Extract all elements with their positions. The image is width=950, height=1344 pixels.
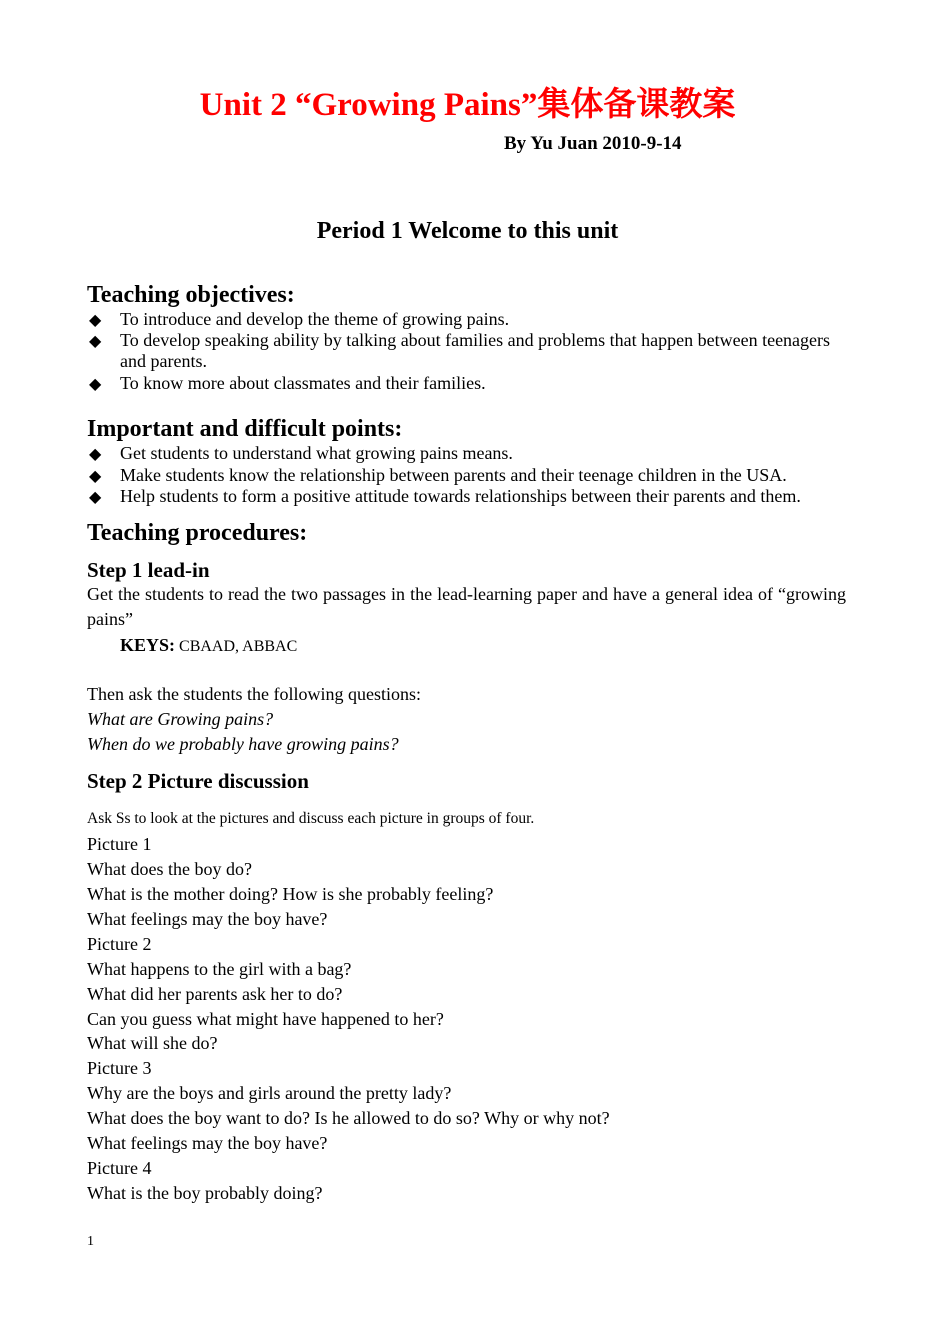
step1-question: What are Growing pains? <box>87 709 274 729</box>
step2-title: Step 2 Picture discussion <box>87 769 309 793</box>
discussion-question: Can you guess what might have happened to her? <box>87 1009 444 1029</box>
diamond-bullet-icon: ◆ <box>89 444 102 463</box>
diamond-bullet-icon: ◆ <box>89 310 102 329</box>
discussion-question: What feelings may the boy have? <box>87 1133 328 1153</box>
discussion-question: What is the mother doing? How is she probably feeling? <box>87 884 494 904</box>
discussion-question: Why are the boys and girls around the pretty lady? <box>87 1083 452 1103</box>
picture-label: Picture 4 <box>87 1158 152 1178</box>
discussion-question: What happens to the girl with a bag? <box>87 959 352 979</box>
step1-question: When do we probably have growing pains? <box>87 734 399 754</box>
step1-text: Get the students to read the two passages in the lead-learning paper and have a general idea of “growing pains” <box>87 584 846 629</box>
picture-label: Picture 2 <box>87 934 152 954</box>
discussion-question: What feelings may the boy have? <box>87 909 328 929</box>
period-title: Period 1 Welcome to this unit <box>316 218 619 244</box>
discussion-question: What does the boy want to do? Is he allowed to do so? Why or why not? <box>87 1108 610 1128</box>
discussion-question: What did her parents ask her to do? <box>87 984 343 1004</box>
diamond-bullet-icon: ◆ <box>89 487 102 506</box>
page-number: 1 <box>87 1234 94 1249</box>
objectives-heading: Teaching objectives: <box>87 282 295 308</box>
keys-label: KEYS: <box>120 635 176 655</box>
document-title: Unit 2 “Growing Pains”集体备课教案 <box>199 87 736 123</box>
step1-title: Step 1 lead-in <box>87 558 210 582</box>
points-heading: Important and difficult points: <box>87 416 403 442</box>
discussion-question: What is the boy probably doing? <box>87 1183 323 1203</box>
step1-followup: Then ask the students the following questions: <box>87 684 421 704</box>
step1-keys <box>120 634 297 658</box>
diamond-bullet-icon: ◆ <box>89 374 102 393</box>
picture-label: Picture 3 <box>87 1058 152 1078</box>
step2-intro: Ask Ss to look at the pictures and discuss each picture in groups of four. <box>87 810 535 827</box>
diamond-bullet-icon: ◆ <box>89 331 102 350</box>
procedures-heading: Teaching procedures: <box>87 520 308 546</box>
author-date: By Yu Juan 2010-9-14 <box>504 133 682 154</box>
diamond-bullet-icon: ◆ <box>89 466 102 485</box>
discussion-question: What will she do? <box>87 1033 218 1053</box>
discussion-question: What does the boy do? <box>87 859 252 879</box>
picture-label: Picture 1 <box>87 834 152 854</box>
keys-value: CBAAD, ABBAC <box>175 638 298 655</box>
